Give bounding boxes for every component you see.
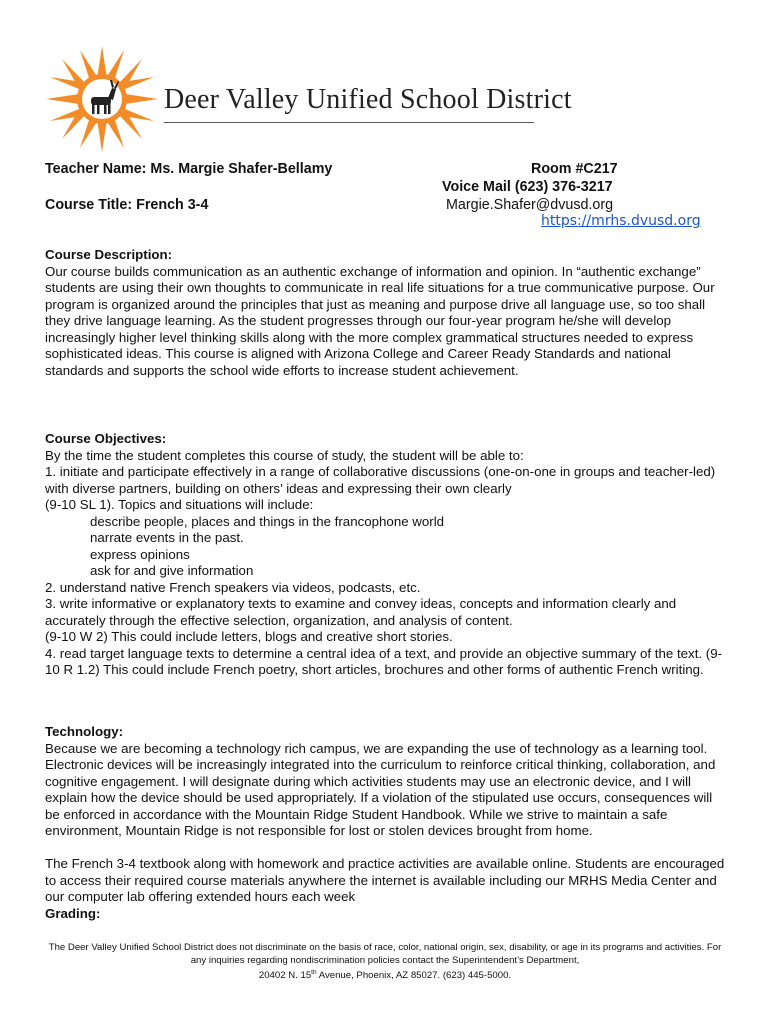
footer-address: 20402 N. 15th Avenue, Phoenix, AZ 85027. (623) 445-5000.	[258, 969, 512, 982]
objective-item: 1. initiate and participate effectively in a range of collaborative discussions (one-on-one in groups and teacher-led) with diverse partners, building on others’ ideas and expressing their own clearly	[45, 464, 716, 496]
objective-item-standard: (9-10 W 2) This could include letters, blogs and creative short stories.	[45, 629, 453, 644]
website-link[interactable]: https://mrhs.dvusd.org	[541, 213, 701, 229]
grading-heading: Grading:	[45, 905, 101, 921]
course-description-heading: Course Description:	[45, 247, 173, 262]
course-objectives-section	[45, 431, 729, 679]
objective-item-standard: (9-10 SL 1). Topics and situations will include:	[45, 497, 314, 512]
objectives-intro: By the time the student completes this course of study, the student will be able to:	[45, 447, 524, 463]
technology-section	[45, 724, 729, 922]
objective-item: 2. understand native French speakers via videos, podcasts, etc.	[45, 579, 421, 595]
voice-mail: Voice Mail (623) 376-3217	[442, 179, 613, 195]
technology-paragraph: Because we are becoming a technology rich campus, we are expanding the use of technology as a learning tool. Electronic devices will be increasingly integrated into the curriculum to reinforce critical thinking, collaboration, and cognitive engagement. I will designate during which activities students may use an electronic device, and I will explain how the device should be used appropriately. If a violation of the stipulated use occurs, consequences will be enforced in accordance with the Mountain Ridge Student Handbook. While we strive to maintain a safe environment, Mountain Ridge is not responsible for lost or stolen devices brought from home.	[45, 740, 716, 838]
course-description-text: Our course builds communication as an authentic exchange of information and opinion. In “authentic exchange” students are using their own thoughts to communicate in real life situations for a true communicative purpose. Our program is organized around the principles that just as meaning and purpose drive all language use, so too shall they drive language learning. As the student progresses through our four-year program he/she will develop increasingly higher level thinking skills along with the more complex grammatical structures needed to express sophisticated ideas. This course is aligned with Arizona College and Career Ready Standards and national standards and supports the school wide efforts to increase student achievement.	[45, 263, 715, 378]
objective-item: 4. read target language texts to determine a central idea of a text, and provide an objective summary of the text. (9-10 R 1.2) This could include French poetry, short articles, brochures and other forms of authentic French writing.	[45, 645, 723, 677]
topic-item: describe people, places and things in the francophone world	[90, 513, 445, 529]
technology-paragraph: The French 3-4 textbook along with homework and practice activities are available online. Students are encouraged to access their required course materials anywhere the internet is available including our MRHS Media Center and our computer lab offering extended hours each week	[45, 856, 725, 904]
district-name: Deer Valley Unified School District	[164, 84, 572, 115]
footer-statement: The Deer Valley Unified School District does not discriminate on the basis of race, color, national origin, sex, disability, or age in its programs and activities. For any inquiries regarding nondiscrimination policies contact the Superintendent’s Department,	[48, 942, 722, 966]
header-divider	[164, 122, 534, 123]
letterhead	[40, 42, 572, 157]
room-number: Room #C217	[531, 161, 618, 177]
teacher-name: Teacher Name: Ms. Margie Shafer-Bellamy	[45, 161, 333, 177]
teacher-email[interactable]: Margie.Shafer@dvusd.org	[446, 197, 614, 213]
objective-item: 3. write informative or explanatory texts to examine and convey ideas, concepts and information clearly and accurately through the effective selection, organization, and analysis of content.	[45, 596, 677, 628]
topic-item: narrate events in the past.	[90, 530, 244, 545]
topic-item: ask for and give information	[90, 563, 254, 578]
sun-deer-logo-icon	[42, 44, 162, 154]
technology-heading: Technology:	[45, 724, 124, 739]
topic-item: express opinions	[90, 546, 190, 562]
nondiscrimination-footer	[40, 942, 730, 983]
course-description-section	[45, 247, 729, 379]
course-objectives-heading: Course Objectives:	[45, 431, 167, 446]
course-title: Course Title: French 3-4	[45, 197, 209, 213]
